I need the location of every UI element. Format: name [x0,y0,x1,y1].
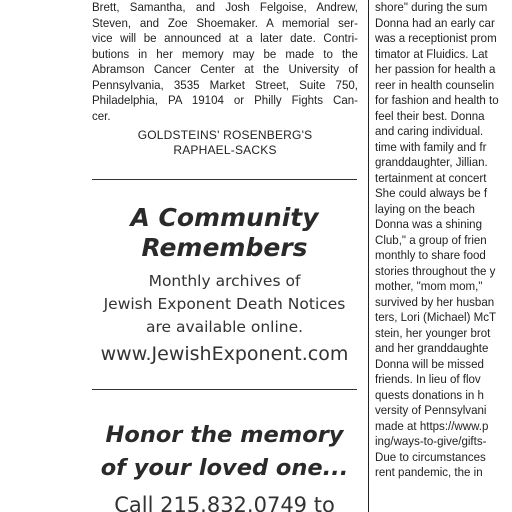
archive-ad-text [92,270,357,339]
right-obituary-line: Donna will be missed [375,356,484,371]
right-obituary-line: monthly to share food [375,248,486,262]
obituary-body [92,0,358,124]
right-obituary-line: Donna had an early car [375,15,495,30]
obituary-line: Abramson Cancer Center at the University of [92,62,358,76]
right-obituary-line: laying on the beach [375,201,475,216]
right-obituary-line: Donna was a shining [375,217,482,231]
right-obituary-line: survived by her husban [375,294,495,309]
section-divider [92,389,357,390]
right-obituary-line: timator at Fluidics. Lat [375,46,488,61]
funeral-home-credit [92,128,358,158]
archive-ad-title-line: Remembers [141,233,308,262]
archive-ad-text-line: are available online. [145,318,304,336]
funeral-home-line: RAPHAEL-SACKS [173,143,277,157]
right-obituary-line: and caring individual. [375,124,484,138]
right-obituary-line: time with family and fr [375,139,487,154]
right-obituary-line: granddaughter, Jillian. [375,155,488,169]
right-obituary-line: shore" during the sum [375,0,488,14]
honor-ad-call: Call 215.832.0749 to [114,493,335,512]
funeral-home-line: GOLDSTEINS' ROSENBERG'S [137,128,313,142]
right-obituary-line: quests donations in h [375,387,484,402]
right-obituary-line: her passion for health a [375,62,496,76]
obituary-line: butions in her memory may be made to the [92,46,358,61]
right-obituary-line: friends. In lieu of flov [375,372,481,386]
right-obituary-line: Club," a group of frien [375,232,487,247]
archive-ad-title [92,203,357,263]
right-obituary-line: tertainment at concert [375,170,487,185]
obituary-line: Philadelphia, PA 19104 or Philly Fights Can- [92,93,358,107]
right-obituary-body [375,0,502,481]
right-obituary-line: versity of Pennsylvani [375,403,487,417]
archive-ad-text-line: Monthly archives of [148,272,301,290]
right-obituary-line: stein, her younger brot [375,325,491,340]
right-obituary-line: She could always be f [375,186,488,200]
right-obituary-line: stories throughout the y [375,263,496,278]
right-obituary-line: mother, "mom mom," [375,279,483,293]
right-obituary-line: made at https://www.p [375,418,489,433]
column-divider [368,0,369,512]
obituary-line: cer. [92,108,111,123]
right-obituary-line: feel their best. Donna [375,108,485,123]
archive-ad-text-line: Jewish Exponent Death Notices [103,295,346,313]
honor-ad-title-line: of your loved one... [100,455,349,481]
obituary-line: vice will be announced at a later date. Contri- [92,31,358,45]
right-obituary-line: and her granddaughte [375,341,489,355]
section-divider [92,179,357,180]
archive-ad-url: www.JewishExponent.com [100,343,349,365]
right-obituary-line: for fashion and health to [375,93,499,107]
right-obituary-line: reer in health counselin [375,77,495,92]
right-obituary-line: ters, Lori (Michael) McT [375,310,497,324]
right-obituary-line: rent pandemic, the in [375,465,483,479]
right-obituary-column [375,0,512,512]
obituary-line: Steven, and Zoe Shoemaker. A memorial ser- [92,15,358,30]
right-obituary-line: Due to circumstances [375,449,486,464]
right-obituary-line: ing/ways-to-give/gifts- [375,434,487,448]
honor-ad-title-line: Honor the memory [105,422,344,448]
obituary-line: Brett, Samantha, and Josh Felgoise, Andrew, [92,0,358,14]
obituary-line: Pennsylvania, 3535 Market Street, Suite 750, [92,77,358,92]
obituary-continuation [92,0,358,158]
archive-ad-title-line: A Community [130,203,319,232]
right-obituary-line: was a receptionist prom [375,31,497,45]
honor-ad-title [92,419,357,485]
